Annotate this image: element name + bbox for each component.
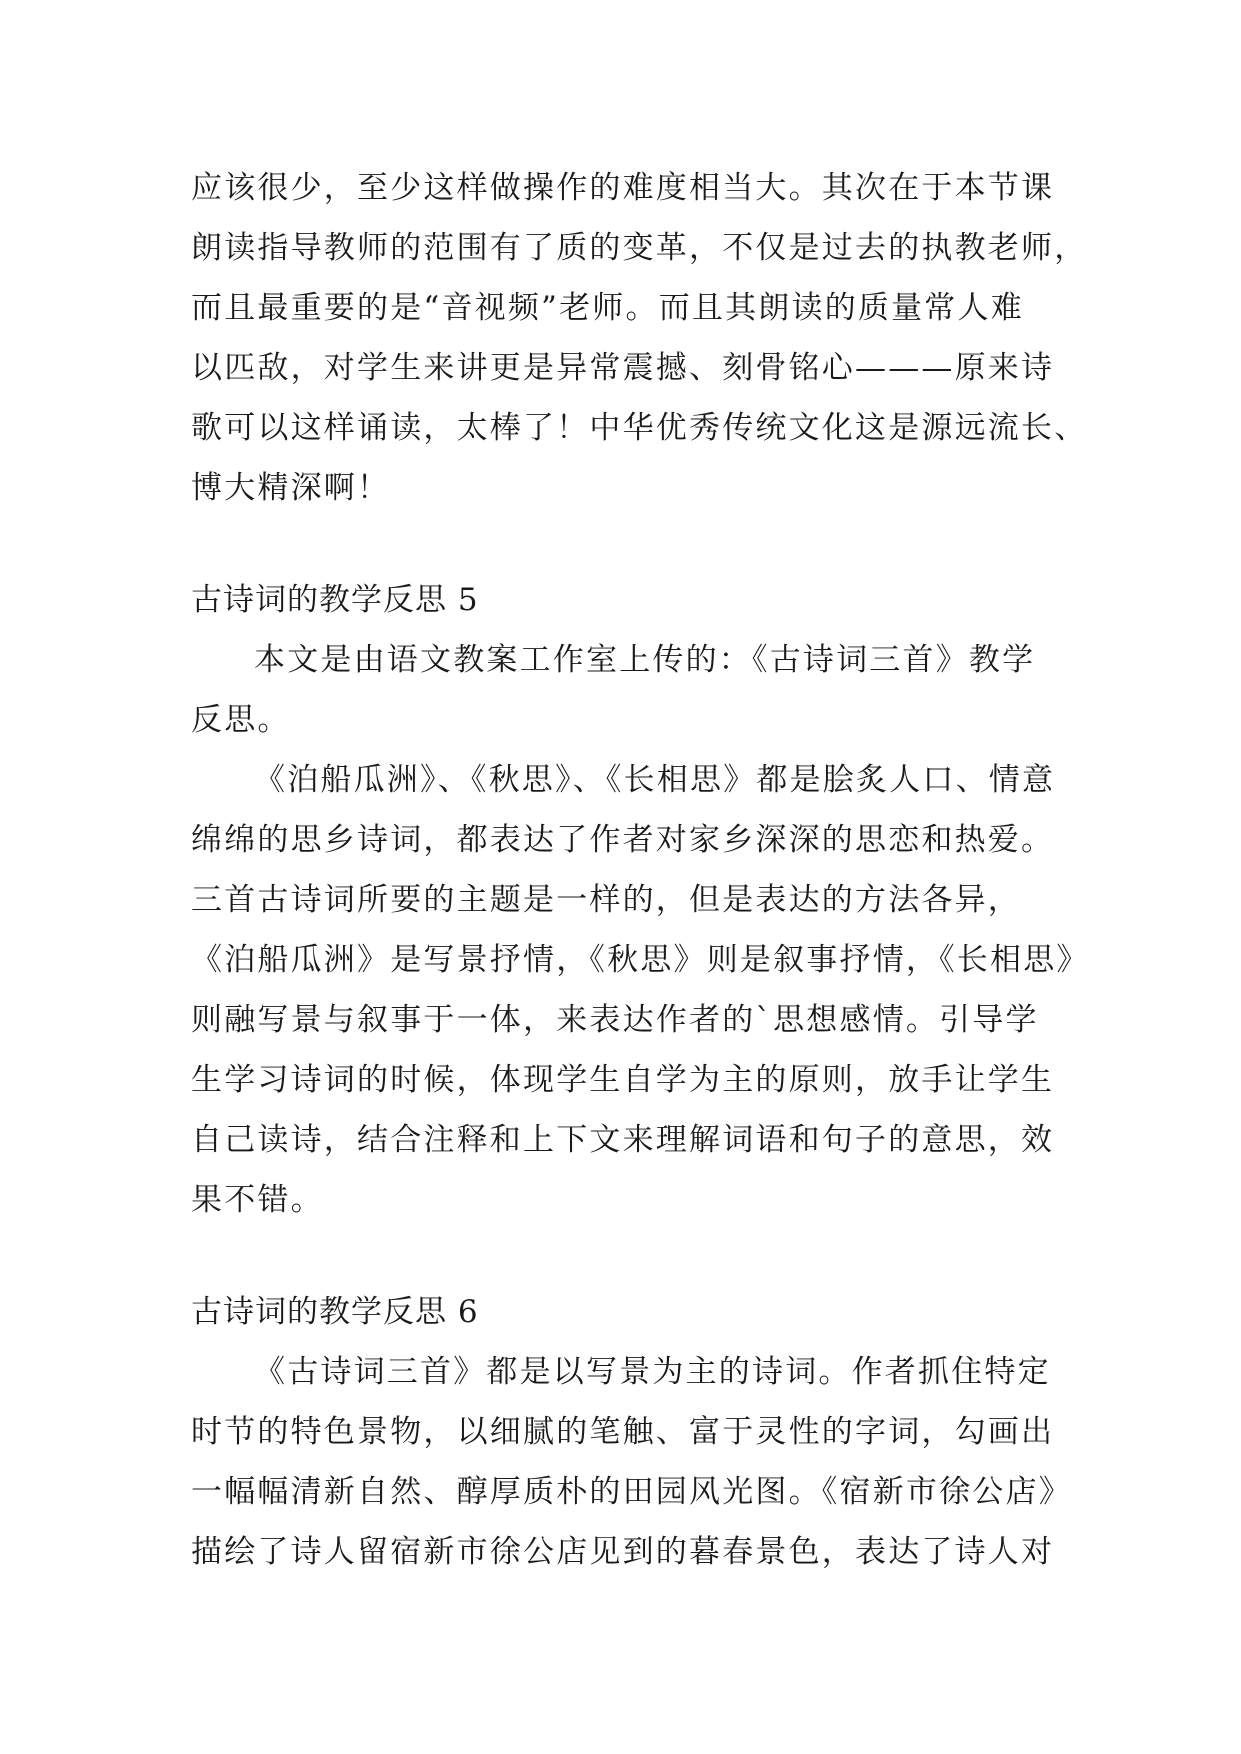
paragraph-line: 则融写景与叙事于一体，来表达作者的`思想感情。引导学 xyxy=(191,1002,1039,1038)
paragraph-line: 绵绵的思乡诗词，都表达了作者对家乡深深的思恋和热爱。 xyxy=(191,822,1055,858)
paragraph-line: 应该很少，至少这样做操作的难度相当大。其次在于本节课 xyxy=(191,170,1055,206)
section-heading: 古诗词的教学反思 6 xyxy=(191,1294,479,1330)
paragraph-line: 歌可以这样诵读，太棒了！中华优秀传统文化这是源远流长、 xyxy=(191,410,1088,446)
paragraph-line: 《泊船瓜洲》是写景抒情，《秋思》则是叙事抒情，《长相思》 xyxy=(191,942,1090,978)
paragraph-line: 以匹敌，对学生来讲更是异常震撼、刻骨铭心———原来诗 xyxy=(191,350,1055,386)
paragraph-line: 描绘了诗人留宿新市徐公店见到的暮春景色，表达了诗人对 xyxy=(191,1534,1055,1570)
paragraph-line: 而且最重要的是“音视频”老师。而且其朗读的质量常人难 xyxy=(191,290,1024,326)
paragraph-line: 时节的特色景物，以细腻的笔触、富于灵性的字词，勾画出 xyxy=(191,1414,1055,1450)
paragraph-line: 本文是由语文教案工作室上传的：《古诗词三首》教学 xyxy=(254,642,1036,678)
paragraph-line: 朗读指导教师的范围有了质的变革，不仅是过去的执教老师， xyxy=(191,230,1088,266)
paragraph-line: 三首古诗词所要的主题是一样的，但是表达的方法各异， xyxy=(191,882,1021,918)
paragraph-line: 博大精深啊！ xyxy=(191,470,391,506)
paragraph-line: 果不错。 xyxy=(191,1182,324,1218)
paragraph-line: 反思。 xyxy=(191,702,291,738)
section-heading: 古诗词的教学反思 5 xyxy=(191,582,479,618)
paragraph-line: 《泊船瓜洲》、《秋思》、《长相思》都是脍炙人口、情意 xyxy=(254,762,1056,798)
paragraph-line: 《古诗词三首》都是以写景为主的诗词。作者抓住特定 xyxy=(254,1354,1051,1390)
paragraph-line: 生学习诗词的时候，体现学生自学为主的原则，放手让学生 xyxy=(191,1062,1055,1098)
paragraph-line: 一幅幅清新自然、醇厚质朴的田园风光图。《宿新市徐公店》 xyxy=(191,1474,1072,1510)
paragraph-line: 自己读诗，结合注释和上下文来理解词语和句子的意思，效 xyxy=(191,1122,1055,1158)
